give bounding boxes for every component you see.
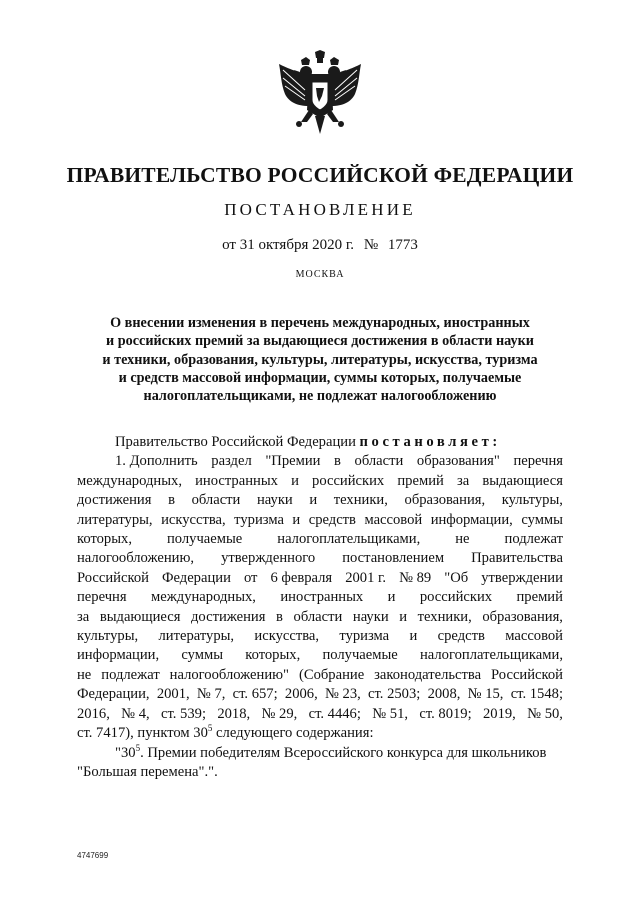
word: и [292,511,301,528]
word: ст. 4446; [308,705,361,722]
document-number: 1773 [387,237,418,253]
word: от [243,569,258,586]
word: образования, [404,492,486,509]
word: перечня [77,589,127,606]
word: ст. 1548; [510,686,563,703]
word: Российской [491,666,563,683]
number-sign: № [363,237,379,253]
word: налогообложению, [77,550,195,567]
word: культуры, [77,628,139,645]
word: получаемые [322,647,398,664]
word: российских [419,589,493,606]
word: достижения [77,492,152,509]
preamble-verb: постановляет: [359,434,501,450]
subject-line: и техники, образования, культуры, литературы, искусства, туризма [102,351,538,368]
word: массовой [505,628,563,645]
word: Правительства [471,550,563,567]
word: выдающиеся [482,472,563,489]
word: выдающиеся [99,608,181,625]
word: и [291,472,299,489]
word: утверждении [481,569,563,586]
word: техники, [333,492,388,509]
word: российских [312,472,385,489]
body-line [77,666,563,685]
word: которых, [77,531,132,548]
quoted-point [77,744,563,763]
word: 2001 г. [345,569,387,586]
body-line [77,511,563,530]
body-text-fragment: ст. 7417), пунктом 30 [77,725,208,742]
subject-line: налогоплательщиками, не подлежат налогообложению [143,388,497,405]
word: 2008, [427,686,461,703]
word: в [276,608,283,625]
preamble [77,433,563,452]
coat-of-arms-emblem [275,50,365,142]
word: подлежат [101,666,160,683]
word: туризма [339,628,390,645]
body-text-fragment: следующего содержания: [212,725,374,742]
body-line [77,530,563,549]
word: в [168,492,175,509]
document-body [77,433,563,782]
word: получаемые [166,531,243,548]
word: международных, [77,472,182,489]
word: международных, [150,589,256,606]
word: образования" [416,453,500,470]
word: (Собрание [298,666,365,683]
word: и [387,589,396,606]
word: налогоплательщиками, [277,531,421,548]
body-line [77,472,563,491]
body-line [77,724,563,743]
word: области [293,608,343,625]
subject-line: О внесении изменения в перечень международных, иностранных [110,315,530,331]
word: премий [516,589,563,606]
document-date: от 31 октября 2020 г. [222,237,355,253]
word: № 23, [324,686,361,703]
body-line [77,685,563,704]
word: не [77,666,92,683]
word: массовой [364,511,423,528]
word: налогоплательщиками, [419,647,563,664]
preamble-text: Правительство Российской Федерации [115,434,356,450]
body-text-fragment: "30 [115,744,136,761]
word: Федерации, [77,686,150,703]
word: области [354,453,404,470]
word: культуры, [501,492,563,509]
word: перечня [513,453,563,470]
word: суммы [521,511,563,528]
word: в [334,453,341,470]
word: ст. 8019; [419,705,472,722]
word: премий [397,472,444,489]
body-line [77,588,563,607]
word: № 89 [399,569,432,586]
word: № 15, [467,686,504,703]
body-line [77,452,563,471]
word: законодательства [374,666,482,683]
subject-line: и средств массовой информации, суммы которых, получаемые [118,369,522,386]
document-date-number [0,237,640,254]
word: и [309,492,318,509]
word: суммы [181,647,224,664]
superscript: 5 [207,723,213,734]
city: МОСКВА [295,269,345,280]
word: № 7, [196,686,226,703]
word: "Об [444,569,469,586]
word: 1. Дополнить [115,453,198,470]
word: образования, [482,608,563,625]
document-code: 4747699 [77,851,109,860]
word: информации, [430,511,513,528]
superscript: 5 [135,742,141,753]
word: средств [308,511,356,528]
word: литературы, [158,628,235,645]
government-title: ПРАВИТЕЛЬСТВО РОССИЙСКОЙ ФЕДЕРАЦИИ [66,163,574,187]
body-line [77,569,563,588]
word: не [455,531,470,548]
body-line [77,705,563,724]
word: достижения [191,608,266,625]
word: ст. 657; [232,686,278,703]
word: туризма [234,511,284,528]
document-subject [60,314,580,405]
word: за [77,608,90,625]
document-type: ПОСТАНОВЛЕНИЕ [224,200,416,219]
body-line [77,646,563,665]
word: 6 февраля [270,569,333,586]
word: раздел [211,453,252,470]
word: 2006, [284,686,318,703]
word: утвержденного [221,550,316,567]
word: средств [437,628,485,645]
word: искусства, [161,511,226,528]
word: Российской [77,569,149,586]
word: 2018, [217,705,251,722]
word: № 50, [527,705,563,722]
word: подлежат [504,531,563,548]
word: литературы, [77,511,153,528]
word: информации, [77,647,160,664]
word: постановлением [342,550,445,567]
word: которых, [245,647,301,664]
body-line [77,491,563,510]
word: 2016, [77,705,110,722]
word: налогообложению" [169,666,290,683]
word: и [399,608,408,625]
body-line [77,549,563,568]
word: 2001, [156,686,190,703]
word: ст. 2503; [368,686,421,703]
word: и [409,628,418,645]
word: ст. 539; [161,705,206,722]
word: № 4, [121,705,150,722]
word: искусства, [254,628,320,645]
body-line [77,608,563,627]
word: иностранных [280,589,364,606]
word: Федерации [161,569,231,586]
word: области [191,492,241,509]
word: № 29, [261,705,298,722]
word: за [456,472,470,489]
body-text-fragment: . Премии победителям Всероссийского конкурса для школьников [140,744,547,761]
word: 2019, [482,705,516,722]
word: науки [256,492,293,509]
word: иностранных [195,472,278,489]
body-line [77,627,563,646]
word: "Премии [265,453,321,470]
word: техники, [417,608,472,625]
subject-line: и российских премий за выдающиеся достижения в области науки [106,333,534,350]
word: науки [352,608,389,625]
quoted-point-continuation: "Большая перемена".". [77,763,218,780]
word: № 51, [372,705,409,722]
